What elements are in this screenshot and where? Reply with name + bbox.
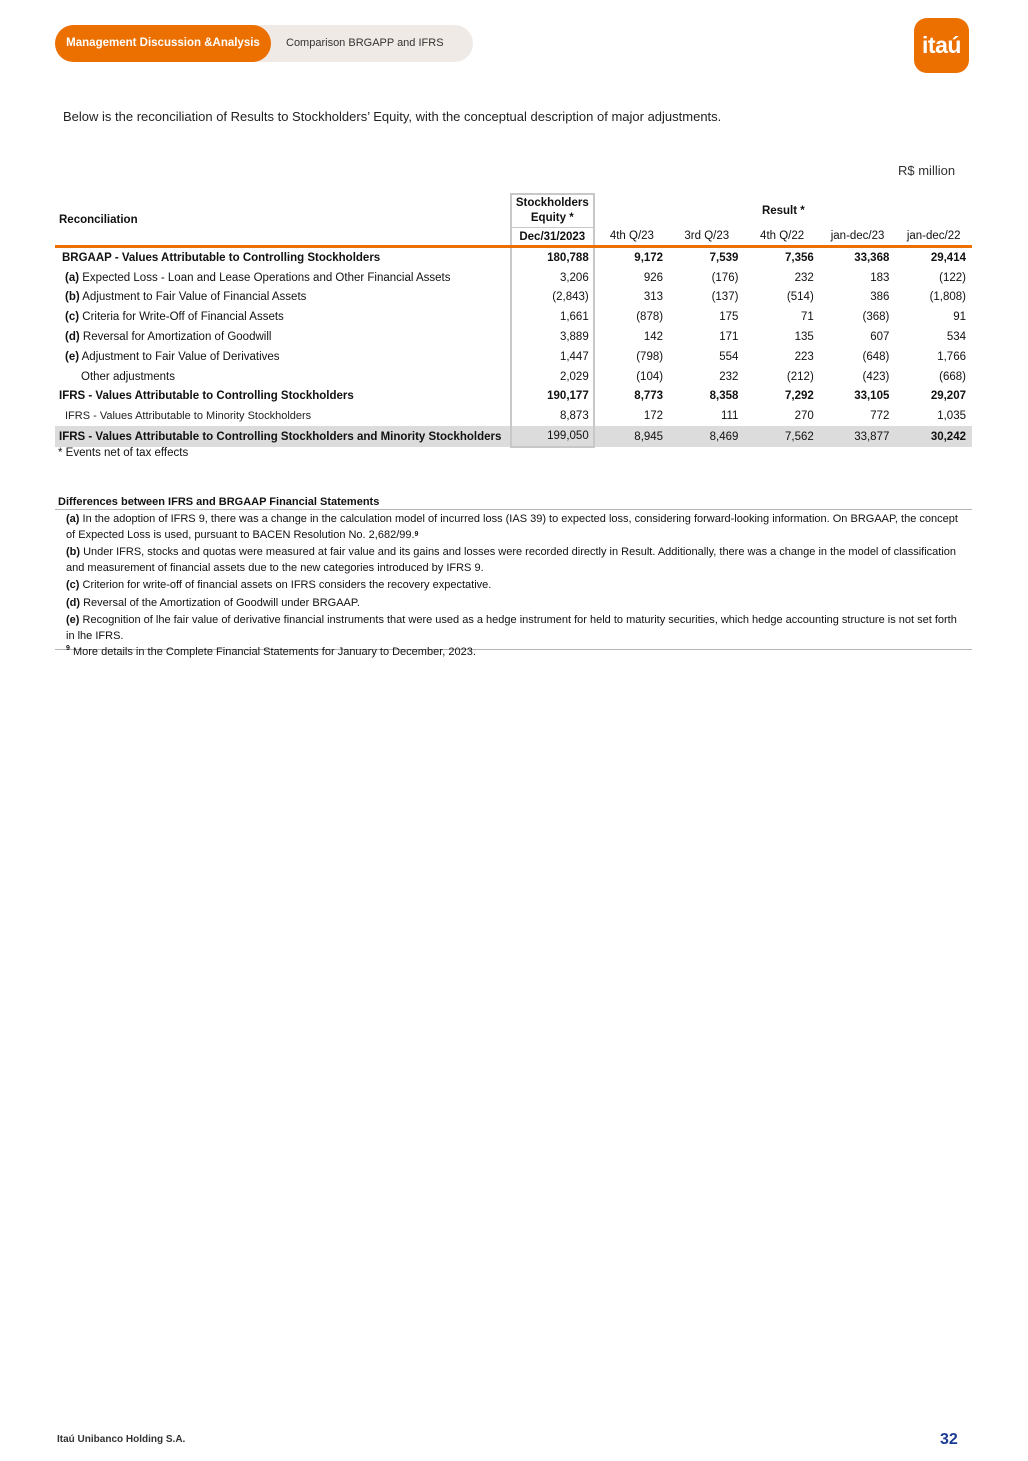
cell: (368)	[862, 311, 890, 324]
table-row	[55, 406, 972, 426]
row-label: IFRS - Values Attributable to Minority Stockholders	[65, 410, 312, 423]
cell: 8,469	[669, 426, 744, 447]
row-text: Reversal for Amortization of Goodwill	[79, 331, 272, 344]
row-letter: (d)	[65, 331, 80, 344]
cell: 1,035	[937, 410, 966, 423]
cell: 223	[794, 350, 814, 363]
page-number: 32	[940, 1431, 958, 1448]
col-header: 4th Q/22	[744, 228, 819, 247]
unit-label: R$ million	[898, 163, 956, 178]
cell: (1,808)	[929, 291, 966, 304]
row-letter: (b)	[65, 291, 80, 304]
cell: 1,661	[511, 307, 594, 327]
intro-text: Below is the reconciliation of Results to Stockholders’ Equity, with the conceptual description of major adjustments.	[63, 109, 722, 124]
cell: 386	[870, 291, 890, 304]
row-text: Criteria for Write-Off of Financial Assets	[79, 311, 284, 324]
cell: 9,172	[634, 251, 664, 264]
row-letter: (a)	[65, 271, 80, 284]
row-label	[55, 288, 511, 308]
cell: 8,873	[511, 406, 594, 426]
col-header: 4th Q/23	[594, 228, 669, 247]
item-letter: (d)	[66, 596, 81, 609]
cell: 1,447	[511, 347, 594, 367]
tab-management-discussion[interactable]: Management Discussion &Analysis	[55, 25, 271, 62]
company-name: Itaú Unibanco Holding S.A.	[57, 1434, 186, 1445]
col-header: jan-dec/23	[820, 228, 896, 247]
cell: (648)	[862, 350, 890, 363]
cell: 30,242	[895, 426, 972, 447]
row-label: IFRS - Values Attributable to Controlling Stockholders and Minority Stockholders	[55, 426, 511, 447]
cell: 232	[794, 271, 814, 284]
cell: 175	[719, 311, 739, 324]
cell: (514)	[786, 291, 814, 304]
cell: 199,050	[511, 426, 594, 447]
table-row	[55, 367, 972, 387]
table-row	[55, 327, 972, 347]
cell: 135	[794, 331, 814, 344]
cell: 33,368	[854, 251, 890, 264]
cell: 171	[719, 331, 739, 344]
cell: 313	[643, 291, 664, 304]
cell: (104)	[636, 370, 664, 383]
differences-box	[55, 509, 972, 650]
table-row	[55, 387, 972, 407]
cell: 772	[870, 410, 890, 423]
cell: 7,356	[785, 251, 814, 264]
cell: 1,766	[937, 350, 966, 363]
cell: (668)	[939, 370, 966, 383]
row-label: Other adjustments	[81, 370, 175, 383]
table-row-total	[55, 426, 972, 447]
cell: 3,889	[511, 327, 594, 347]
cell: 71	[800, 311, 814, 324]
item-letter: (e)	[66, 614, 80, 626]
table-row	[55, 347, 972, 367]
cell: (176)	[711, 271, 739, 284]
cell: (212)	[786, 370, 814, 383]
cell: 270	[794, 410, 814, 423]
cell: 7,539	[709, 251, 739, 264]
row-label	[55, 327, 511, 347]
differences-title: Differences between IFRS and BRGAAP Financial Statements	[58, 496, 380, 508]
cell: (798)	[636, 350, 664, 363]
reconciliation-header: Reconciliation	[55, 194, 511, 247]
tab-comparison-brgaap-ifrs[interactable]: Comparison BRGAPP and IFRS	[286, 37, 444, 49]
cell: 142	[643, 331, 664, 344]
row-label	[55, 268, 511, 288]
footnote-text: More details in the Complete Financial Statements for January to December, 2023.	[69, 646, 476, 658]
cell: (137)	[711, 291, 739, 304]
footnote-number: 9	[66, 645, 70, 652]
table-row	[55, 307, 972, 327]
difference-item	[55, 596, 972, 612]
footnote-9	[66, 646, 476, 658]
table-row	[55, 268, 972, 288]
cell: 180,788	[511, 247, 594, 268]
equity-header-line1: Stockholders	[515, 197, 589, 209]
itau-logo	[914, 18, 969, 73]
cell: 926	[643, 271, 664, 284]
footnote-ref: 9	[414, 530, 419, 538]
item-text: Recognition of lhe fair value of derivative financial instruments that were used as a hedge instrument for held to maturity securities, which hedge accounting structure is not set forth in lhe IFRS.	[66, 614, 957, 642]
cell: 7,292	[785, 390, 814, 403]
row-label	[55, 307, 511, 327]
row-label: IFRS - Values Attributable to Controlling Stockholders	[59, 390, 354, 403]
cell: 29,414	[930, 251, 966, 264]
row-label	[55, 347, 511, 367]
cell: (122)	[939, 271, 966, 284]
table-row	[55, 247, 972, 268]
cell: 8,773	[634, 390, 664, 403]
cell: 91	[953, 311, 966, 324]
cell: 3,206	[511, 268, 594, 288]
cell: 607	[870, 331, 890, 344]
row-label: BRGAAP - Values Attributable to Controlling Stockholders	[62, 251, 381, 264]
cell: 183	[870, 271, 890, 284]
cell: 554	[719, 350, 739, 363]
difference-item	[55, 613, 972, 644]
equity-header	[511, 194, 594, 228]
cell: (878)	[636, 311, 664, 324]
item-text: Reversal of the Amortization of Goodwill under BRGAAP.	[80, 596, 360, 609]
cell: 534	[946, 331, 966, 344]
table-footnote: * Events net of tax effects	[58, 447, 189, 459]
table-row	[55, 288, 972, 308]
difference-item	[55, 578, 972, 594]
item-text: Criterion for write-off of financial assets on IFRS considers the recovery expectative.	[79, 579, 492, 591]
header-tabs	[55, 25, 473, 62]
cell: 8,945	[594, 426, 669, 447]
col-header: 3rd Q/23	[669, 228, 744, 247]
cell: 172	[643, 410, 664, 423]
item-letter: (b)	[66, 546, 81, 558]
row-letter: (c)	[65, 311, 80, 324]
cell: 33,105	[854, 390, 890, 403]
row-text: Adjustment to Fair Value of Derivatives	[79, 350, 280, 363]
cell: 2,029	[511, 367, 594, 387]
col-header: Dec/31/2023	[511, 228, 594, 247]
difference-item	[55, 545, 972, 576]
cell: 29,207	[930, 390, 966, 403]
row-text: Adjustment to Fair Value of Financial Assets	[79, 291, 307, 304]
logo-text: itaú	[922, 32, 961, 58]
reconciliation-table	[55, 193, 972, 448]
cell: (2,843)	[511, 288, 594, 308]
item-letter: (c)	[66, 579, 80, 591]
cell: 33,877	[820, 426, 896, 447]
cell: (423)	[862, 370, 890, 383]
col-header: jan-dec/22	[895, 228, 972, 247]
result-header: Result *	[761, 204, 805, 217]
row-text: Expected Loss - Loan and Lease Operations and Other Financial Assets	[79, 271, 451, 284]
item-text: In the adoption of IFRS 9, there was a change in the calculation model of incurred loss (IAS 39) to expected loss, considering forward-looking information. On BRGAAP, the concept of Expected Loss is used, pursuant to BACEN Resolution No. 2,682/99.	[66, 513, 958, 541]
cell: 111	[720, 410, 739, 423]
cell: 7,562	[744, 426, 819, 447]
difference-item	[55, 512, 972, 543]
cell: 8,358	[709, 390, 739, 403]
row-letter: (e)	[65, 350, 80, 363]
cell: 190,177	[511, 387, 594, 407]
equity-header-line2: Equity *	[530, 212, 574, 224]
cell: 232	[719, 370, 739, 383]
item-text: Under IFRS, stocks and quotas were measured at fair value and its gains and losses were recorded directly in Result. Additionally, there was a change in the model of classification and measurement of financial assets due to the new categories introduced by IFRS 9.	[66, 546, 957, 574]
item-letter: (a)	[66, 513, 80, 525]
